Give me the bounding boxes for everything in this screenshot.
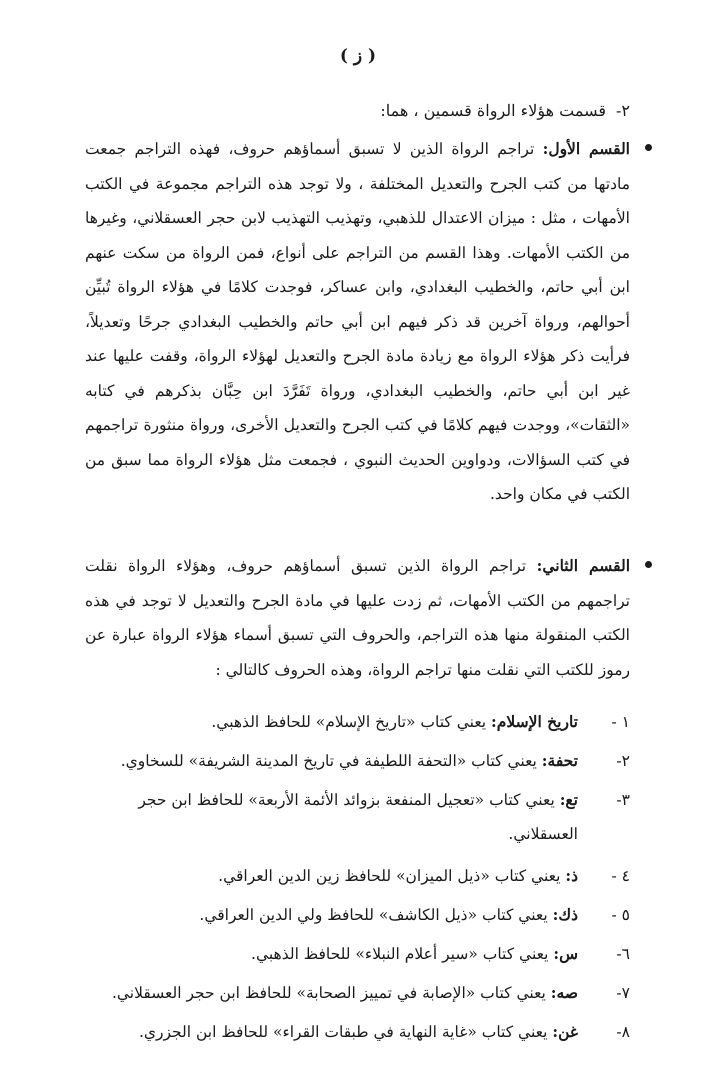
- list-item: [85, 976, 630, 1010]
- list-item-code: صه:: [550, 983, 578, 1002]
- list-item-code: تع:: [559, 790, 578, 809]
- list-item: [85, 898, 630, 932]
- list-item-code: س:: [553, 944, 578, 963]
- section-first-text: تراجم الرواة الذين لا تسبق أسماؤهم حروف، فهذه التراجم جمعت مادتها من كتب الجرح والتعديل المختلفة ، ولا توجد هذه التراجم مجموعة في الكتب الأمهات ، مثل : ميزان الاعتدال للذهبي، وتهذيب التهذيب لابن حجر العسقلاني، وغيرها من الكتب الأمهات. وهذا القسم من التراجم على أنواع، فمن الرواة من سكت عنهم ابن أبي حاتم، والخطيب البغدادي، وابن عساكر، فوجدت كلامًا في هؤلاء الرواة تُبيِّن أحوالهم، ورواة آخرين قد ذكر فيهم ابن أبي حاتم والخطيب البغدادي جرحًا وتعديلاً، فرأيت ذكر هؤلاء الرواة مع زيادة مادة الجرح والتعديل لهؤلاء الرواة، وقفت عليها عند غير ابن أبي حاتم، والخطيب البغدادي، ورواة تَفَرَّدَ ابن حِبَّان بذكرهم في كتابه «الثقات»، ووجدت فيهم كلامًا في كتب الجرح والتعديل الأخرى، ورواة منثورة تراجمهم في كتب السؤالات، ودواوين الحديث النبوي ، فجمعت مثل هؤلاء الرواة مما سبق من الكتب في مكان واحد.: [85, 140, 630, 503]
- section-second-paragraph: [85, 549, 630, 687]
- section-second-title: القسم الثاني:: [536, 556, 631, 575]
- list-item-number: ١ -: [611, 713, 630, 731]
- bullet-icon: [645, 144, 652, 151]
- section-second-text: تراجم الرواة الذين تسبق أسماؤهم حروف، وهؤلاء الرواة نقلت تراجمهم من الكتب الأمهات، ثم زدت عليها في مادة الجرح والتعديل لا توجد في هذه الكتب المنقولة منها هذه التراجم، والحروف التي تسبق أسماء هؤلاء الرواة عبارة عن رموز للكتب التي نقلت منها تراجم الرواة، وهذه الحروف كالتالي :: [85, 557, 630, 679]
- list-item-desc: يعني كتاب «ذيل الكاشف» للحافظ ولي الدين العراقي.: [199, 906, 553, 924]
- list-item-number: ٢-: [616, 752, 630, 770]
- list-item-desc: يعني كتاب «تاريخ الإسلام» للحافظ الذهبي.: [211, 713, 492, 731]
- section-first-paragraph: [85, 132, 630, 512]
- intro-text: قسمت هؤلاء الرواة قسمين ، هما:: [380, 101, 606, 120]
- list-item-code: ذك:: [552, 905, 578, 924]
- list-item-number: ٨-: [616, 1023, 630, 1041]
- section-second: [85, 549, 630, 687]
- list-item-number: ٤ -: [611, 867, 630, 885]
- list-item-number: ٥ -: [611, 906, 630, 924]
- list-item-desc: يعني كتاب «ذيل الميزان» للحافظ زين الدين العراقي.: [218, 867, 566, 885]
- list-item-code: تحفة:: [541, 751, 578, 770]
- abbreviation-list: [85, 705, 630, 1054]
- list-item: [85, 859, 630, 893]
- list-item: [85, 1015, 630, 1049]
- list-item-number: ٣-: [616, 791, 630, 809]
- list-item-desc: يعني كتاب «غاية النهاية في طبقات القراء» للحافظ ابن الجزري.: [138, 1023, 553, 1041]
- list-item-code: ذ:: [565, 866, 578, 885]
- list-item: [85, 744, 630, 778]
- list-item: [85, 783, 630, 851]
- section-first-title: القسم الأول:: [542, 139, 630, 158]
- bullet-icon: [645, 561, 652, 568]
- list-item-desc: يعني كتاب «تعجيل المنفعة بزوائد الأئمة الأربعة» للحافظ ابن حجر العسقلاني.: [138, 791, 578, 843]
- section-first: [85, 132, 630, 512]
- page-number: ( ز ): [339, 46, 377, 66]
- intro-number: ٢-: [616, 101, 630, 120]
- list-item: [85, 937, 630, 971]
- list-item-desc: يعني كتاب «سير أعلام النبلاء» للحافظ الذهبي.: [251, 945, 554, 963]
- list-item-code: تاريخ الإسلام:: [491, 712, 578, 731]
- list-item-number: ٧-: [616, 984, 630, 1002]
- list-item-number: ٦-: [616, 945, 630, 963]
- intro-line: [70, 100, 630, 122]
- list-item-code: غن:: [552, 1022, 578, 1041]
- list-item-desc: يعني كتاب «التحفة اللطيفة في تاريخ المدينة الشريفة» للسخاوي.: [120, 752, 542, 770]
- list-item-desc: يعني كتاب «الإصابة في تمييز الصحابة» للحافظ ابن حجر العسقلاني.: [111, 984, 551, 1002]
- list-item: [85, 705, 630, 739]
